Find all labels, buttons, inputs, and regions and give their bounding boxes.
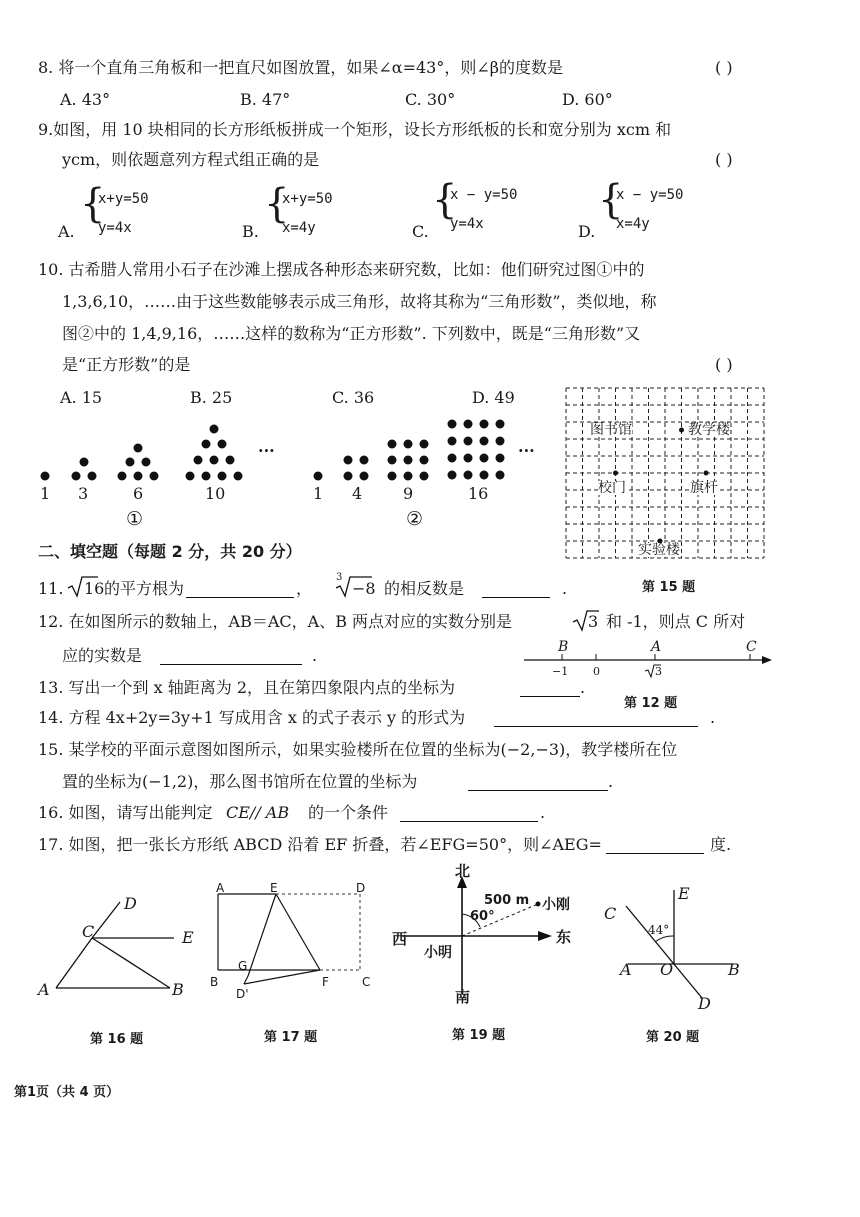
q14-stem: 14. 方程 4x+2y=3y+1 写成用含 x 的式子表示 y 的形式为 <box>38 708 466 727</box>
map-library-label: 图书馆 <box>590 422 632 438</box>
fig19-distance-label: 500 m <box>484 893 530 908</box>
q17-answer-blank[interactable] <box>606 839 704 854</box>
fig19-xiaoming-label: 小明 <box>424 945 452 961</box>
q10-stem-line3: 图②中的 1,4,9,16，……这样的数称为“正方形数”. 下列数中，既是“三角形数”又 <box>62 324 641 343</box>
compass-north-label: 北 <box>455 862 471 880</box>
map-flagpole-label: 旗杆 <box>690 480 718 496</box>
fig17-label-b: B <box>210 975 219 989</box>
q11-number: 11. <box>38 579 64 598</box>
page-footer: 第1页（共 4 页） <box>14 1085 120 1100</box>
cube-root-index: 3 <box>336 572 343 583</box>
fig17-label-e: E <box>270 881 278 895</box>
q8-option-a: A. 43° <box>60 90 111 109</box>
fig17-label-f: F <box>322 975 329 989</box>
equation: x − y=50 <box>450 187 518 203</box>
q10-answer-paren: ( ) <box>715 355 733 374</box>
axis-tick-minus-one: −1 <box>552 665 569 678</box>
figure-2-marker: ② <box>406 508 424 530</box>
q12-figure-caption: 第 12 题 <box>624 696 678 711</box>
option-letter: D. <box>578 222 596 241</box>
q10-option-d: D. 49 <box>472 388 515 407</box>
q8-option-d: D. 60° <box>562 90 613 109</box>
q14-answer-blank[interactable] <box>494 712 698 727</box>
equation: x+y=50 <box>282 191 333 207</box>
fig20-caption: 第 20 题 <box>646 1030 700 1045</box>
q8-stem: 8. 将一个直角三角板和一把直尺如图放置，如果∠α=43°，则∠β的度数是 <box>38 58 563 77</box>
q13-answer-blank[interactable] <box>520 682 580 697</box>
q15-answer-blank[interactable] <box>468 776 608 791</box>
q12-stem-line1-end: 和 -1，则点 C 所对 <box>606 612 746 631</box>
q17-stem: 17. 如图，把一张长方形纸 ABCD 沿着 EF 折叠，若∠EFG=50°，则∠AEG= <box>38 835 602 854</box>
radicand: 16 <box>84 579 105 598</box>
axis-tick-zero: 0 <box>593 665 600 678</box>
fig19-xiaogang-label: 小刚 <box>542 897 570 913</box>
tri-label: 10 <box>205 484 226 503</box>
fig17-label-c: C <box>362 975 371 989</box>
axis-point-b-label: B <box>558 639 569 655</box>
q10-option-c: C. 36 <box>332 388 375 407</box>
compass-west-label: 西 <box>392 930 408 948</box>
q11-end: . <box>562 579 568 598</box>
sq-label: 1 <box>313 484 324 503</box>
q16-stem-end: 的一个条件 <box>308 803 389 822</box>
equation: y=4x <box>98 220 132 236</box>
q13-stem: 13. 写出一个到 x 轴距离为 2，且在第四象限内点的坐标为 <box>38 678 455 697</box>
fig19-caption: 第 19 题 <box>452 1028 506 1043</box>
q10-option-b: B. 25 <box>190 388 233 407</box>
q9-answer-paren: ( ) <box>715 150 733 169</box>
brace: { <box>80 181 106 227</box>
fig17-label-d: D <box>356 881 366 895</box>
q10-option-a: A. 15 <box>60 388 103 407</box>
tri-label: 3 <box>78 484 89 503</box>
sq-label: 4 <box>352 484 363 503</box>
q12-stem-line2: 应的实数是 <box>62 646 143 665</box>
axis-point-a-label: A <box>651 639 662 655</box>
q9-stem-line1: 9.如图，用 10 块相同的长方形纸板拼成一个矩形，设长方形纸板的长和宽分别为 xcm 和 <box>38 120 672 139</box>
map-lab-building-label: 实验楼 <box>638 542 680 558</box>
option-letter: C. <box>412 222 429 241</box>
q15-stem-line1: 15. 某学校的平面示意图如图所示，如果实验楼所在位置的坐标为(−2,−3)，教学楼所在位 <box>38 740 678 759</box>
q17-end: 度. <box>710 835 732 854</box>
radicand: −8 <box>352 579 376 598</box>
q11-answer-blank-1[interactable] <box>186 583 294 598</box>
fig16-caption: 第 16 题 <box>90 1032 144 1047</box>
fig16-label-a: A <box>38 980 50 999</box>
equation: y=4x <box>450 216 484 232</box>
q16-answer-blank[interactable] <box>400 807 538 822</box>
equation: x=4y <box>282 220 316 236</box>
q10-stem-line4: 是“正方形数”的是 <box>62 355 191 374</box>
fig19-angle-label: 60° <box>470 909 495 924</box>
equation: x+y=50 <box>98 191 149 207</box>
q15-figure-caption: 第 15 题 <box>642 580 696 595</box>
q14-end: . <box>710 708 716 727</box>
q8-answer-paren: ( ) <box>715 58 733 77</box>
q12-answer-blank[interactable] <box>160 650 302 665</box>
q8-option-b: B. 47° <box>240 90 291 109</box>
q13-end: . <box>580 678 586 697</box>
q10-ellipsis-2: ··· <box>518 441 535 460</box>
fig16-label-e: E <box>182 928 194 947</box>
map-gate-label: 校门 <box>598 480 626 496</box>
fig20-label-a: A <box>620 960 632 979</box>
figure-17-diagram <box>212 881 372 1004</box>
fig17-label-d-prime: D' <box>236 987 249 1001</box>
q15-school-map <box>566 388 776 563</box>
q9-stem-line2: ycm，则依题意列方程式组正确的是 <box>62 150 320 169</box>
q11-text: 的平方根为 <box>104 579 185 598</box>
compass-east-label: 东 <box>556 928 572 946</box>
brace: { <box>264 181 290 227</box>
fig16-label-c: C <box>82 922 95 941</box>
compass-south-label: 南 <box>455 988 471 1006</box>
fig20-label-b: B <box>728 960 740 979</box>
axis-tick-sqrt3: 3 <box>655 665 662 678</box>
q16-stem: 16. 如图，请写出能判定 <box>38 803 213 822</box>
q10-ellipsis-1: ··· <box>258 441 275 460</box>
brace: { <box>598 177 624 223</box>
figure-1-marker: ① <box>126 508 144 530</box>
sq-label: 9 <box>403 484 414 503</box>
q15-stem-line2: 置的坐标为(−1,2)，那么图书馆所在位置的坐标为 <box>62 772 418 791</box>
equation: x=4y <box>616 216 650 232</box>
fig20-angle-label: 44° <box>648 923 670 937</box>
sq-label: 16 <box>468 484 489 503</box>
q10-dot-figures <box>0 410 560 540</box>
fig17-caption: 第 17 题 <box>264 1030 318 1045</box>
q16-end: . <box>540 803 546 822</box>
fig17-label-a: A <box>216 881 225 895</box>
equation: x − y=50 <box>616 187 684 203</box>
q15-end: . <box>608 772 614 791</box>
tri-label: 6 <box>133 484 144 503</box>
q11-answer-blank-2[interactable] <box>482 583 550 598</box>
q16-relation: CE// AB <box>226 803 290 822</box>
brace: { <box>432 177 458 223</box>
map-teaching-building-label: 教学楼 <box>688 422 730 438</box>
q10-stem-line1: 10. 古希腊人常用小石子在沙滩上摆成各种形态来研究数，比如：他们研究过图①中的 <box>38 260 645 279</box>
q8-option-c: C. 30° <box>405 90 456 109</box>
q11-text: 的相反数是 <box>384 579 465 598</box>
option-letter: B. <box>242 222 259 241</box>
q10-stem-line2: 1,3,6,10，……由于这些数能够表示成三角形，故将其称为“三角形数”，类似地，称 <box>62 292 657 311</box>
fig20-label-c: C <box>604 904 617 923</box>
fig16-label-b: B <box>172 980 184 999</box>
tri-label: 1 <box>40 484 51 503</box>
q11-comma: ， <box>296 579 313 598</box>
fig20-label-e: E <box>678 884 690 903</box>
radicand: 3 <box>588 612 599 631</box>
q12-end: . <box>312 646 318 665</box>
figure-19-compass-diagram <box>392 870 572 1010</box>
fig20-label-o: O <box>660 960 674 979</box>
option-letter: A. <box>58 222 75 241</box>
q12-stem-line1: 12. 在如图所示的数轴上，AB＝AC，A、B 两点对应的实数分别是 <box>38 612 513 631</box>
axis-point-c-label: C <box>746 639 757 655</box>
section-2-heading: 二、填空题（每题 2 分，共 20 分） <box>38 542 302 561</box>
fig17-label-g: G <box>238 959 248 973</box>
fig20-label-d: D <box>698 994 711 1013</box>
fig16-label-d: D <box>124 894 137 913</box>
